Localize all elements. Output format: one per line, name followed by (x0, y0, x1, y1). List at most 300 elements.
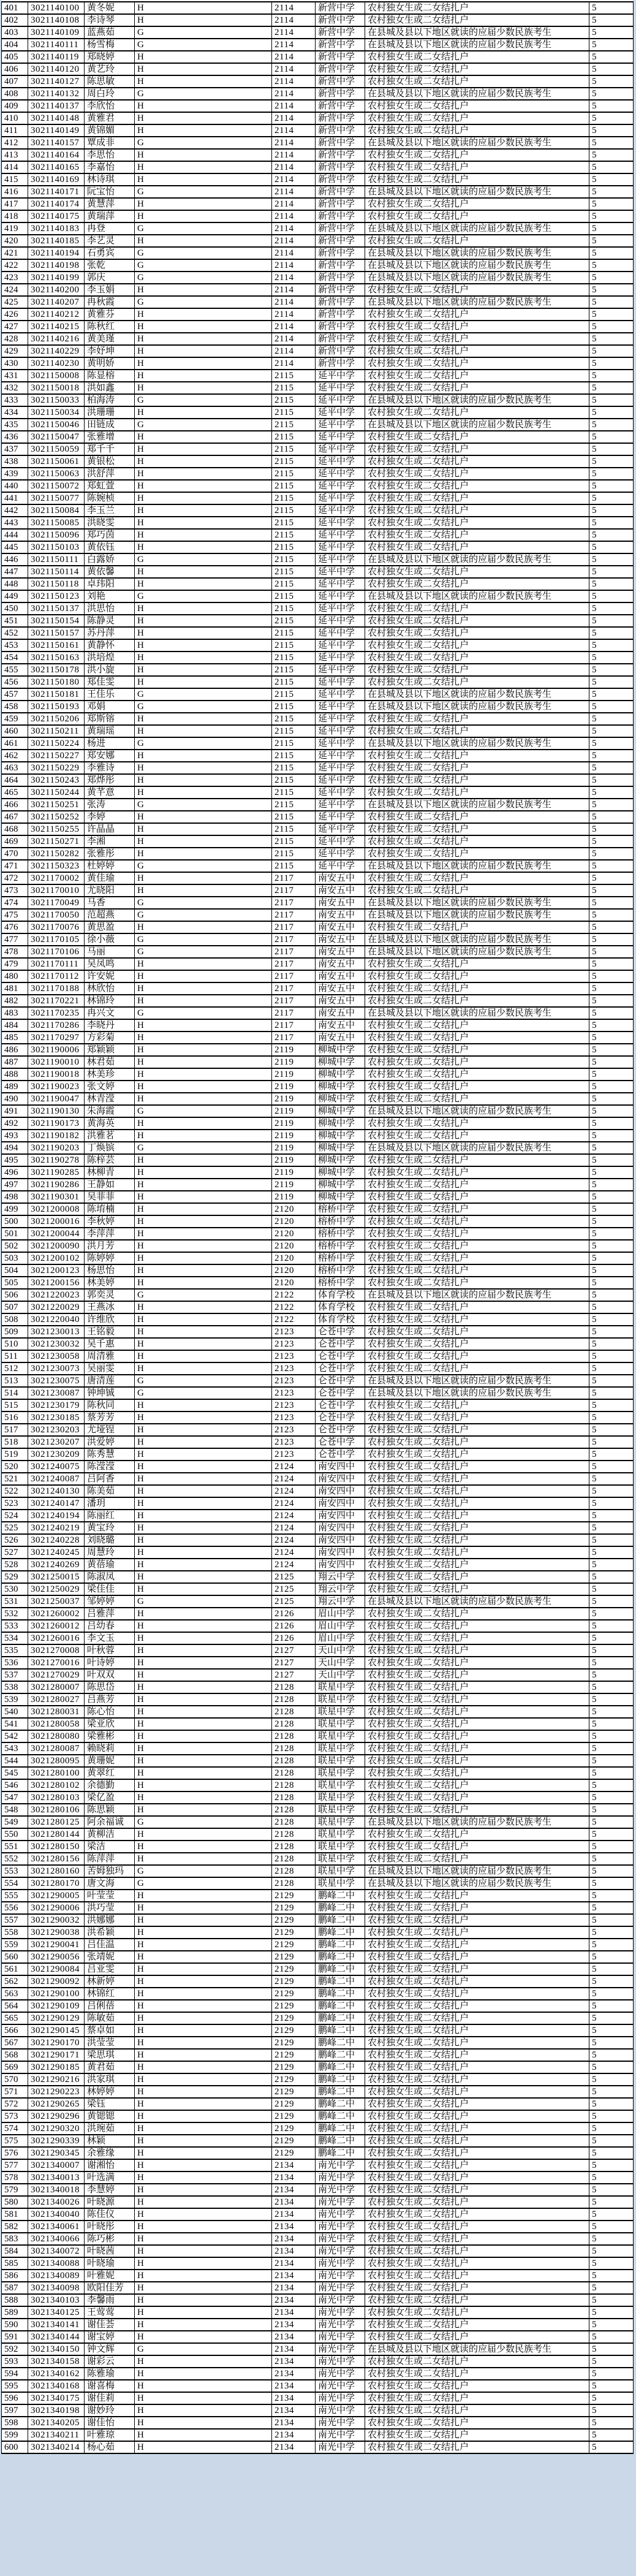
row-number-cell[interactable]: 517 (2, 1424, 28, 1436)
group-letter-cell[interactable]: H (135, 2319, 272, 2331)
category-cell[interactable]: 农村独女生或二女结扎户 (365, 2098, 589, 2110)
score-cell[interactable]: 5 (589, 652, 634, 664)
category-cell[interactable]: 在县城及县以下地区就读的应届少数民族考生 (365, 186, 589, 198)
score-cell[interactable]: 5 (589, 161, 634, 173)
school-code-cell[interactable]: 2119 (272, 1191, 316, 1203)
category-cell[interactable]: 农村独女生或二女结扎户 (365, 2061, 589, 2073)
school-name-cell[interactable]: 体育学校 (316, 1313, 365, 1326)
score-cell[interactable]: 5 (589, 2257, 634, 2270)
row-number-cell[interactable]: 498 (2, 1191, 28, 1203)
candidate-id-cell[interactable]: 3021290296 (28, 2110, 85, 2122)
group-letter-cell[interactable]: H (135, 1644, 272, 1657)
school-name-cell[interactable]: 延平中学 (316, 370, 365, 382)
school-name-cell[interactable]: 仑苍中学 (316, 1448, 365, 1461)
score-cell[interactable]: 5 (589, 1313, 634, 1326)
score-cell[interactable]: 5 (589, 370, 634, 382)
group-letter-cell[interactable]: H (135, 1166, 272, 1179)
school-code-cell[interactable]: 2114 (272, 14, 316, 26)
school-code-cell[interactable]: 2114 (272, 112, 316, 124)
score-cell[interactable]: 5 (589, 578, 634, 590)
name-cell[interactable]: 黄翠红 (85, 1767, 135, 1779)
row-number-cell[interactable]: 533 (2, 1620, 28, 1632)
category-cell[interactable]: 农村独女生或二女结扎户 (365, 1657, 589, 1669)
row-number-cell[interactable]: 452 (2, 627, 28, 639)
name-cell[interactable]: 李湘 (85, 835, 135, 848)
group-letter-cell[interactable]: H (135, 1926, 272, 1939)
row-number-cell[interactable]: 597 (2, 2404, 28, 2417)
school-name-cell[interactable]: 鹏峰二中 (316, 2135, 365, 2147)
school-name-cell[interactable]: 新营中学 (316, 272, 365, 284)
candidate-id-cell[interactable]: 3021140174 (28, 198, 85, 210)
score-cell[interactable]: 5 (589, 921, 634, 933)
score-cell[interactable]: 5 (589, 786, 634, 799)
category-cell[interactable]: 在县城及县以下地区就读的应届少数民族考生 (365, 39, 589, 51)
row-number-cell[interactable]: 489 (2, 1081, 28, 1093)
row-number-cell[interactable]: 438 (2, 455, 28, 468)
score-cell[interactable]: 5 (589, 26, 634, 39)
category-cell[interactable]: 农村独女生或二女结扎户 (365, 75, 589, 88)
row-number-cell[interactable]: 523 (2, 1497, 28, 1510)
candidate-id-cell[interactable]: 3021340040 (28, 2208, 85, 2221)
row-number-cell[interactable]: 532 (2, 1608, 28, 1620)
score-cell[interactable]: 5 (589, 1926, 634, 1939)
candidate-id-cell[interactable]: 3021280156 (28, 1853, 85, 1865)
category-cell[interactable]: 农村独女生或二女结扎户 (365, 762, 589, 774)
row-number-cell[interactable]: 468 (2, 823, 28, 835)
name-cell[interactable]: 郭庆 (85, 272, 135, 284)
school-code-cell[interactable]: 2125 (272, 1583, 316, 1595)
candidate-id-cell[interactable]: 3021150178 (28, 664, 85, 676)
score-cell[interactable]: 5 (589, 1963, 634, 1975)
group-letter-cell[interactable]: H (135, 1522, 272, 1534)
row-number-cell[interactable]: 520 (2, 1461, 28, 1473)
name-cell[interactable]: 白露娇 (85, 553, 135, 566)
name-cell[interactable]: 郭奕灵 (85, 1289, 135, 1301)
name-cell[interactable]: 黄君茹 (85, 2061, 135, 2073)
candidate-id-cell[interactable]: 3021340162 (28, 2368, 85, 2380)
score-cell[interactable]: 5 (589, 946, 634, 958)
school-name-cell[interactable]: 仑苍中学 (316, 1387, 365, 1399)
school-code-cell[interactable]: 2117 (272, 933, 316, 946)
row-number-cell[interactable]: 434 (2, 406, 28, 419)
category-cell[interactable]: 农村独女生或二女结扎户 (365, 2159, 589, 2171)
category-cell[interactable]: 农村独女生或二女结扎户 (365, 823, 589, 835)
school-name-cell[interactable]: 柳城中学 (316, 1105, 365, 1117)
candidate-id-cell[interactable]: 3021270016 (28, 1657, 85, 1669)
category-cell[interactable]: 在县城及县以下地区就读的应届少数民族考生 (365, 946, 589, 958)
name-cell[interactable]: 叶莹莹 (85, 1890, 135, 1902)
candidate-id-cell[interactable]: 3021280144 (28, 1828, 85, 1841)
candidate-id-cell[interactable]: 3021290006 (28, 1902, 85, 1914)
candidate-id-cell[interactable]: 3021190006 (28, 1044, 85, 1056)
group-letter-cell[interactable]: H (135, 835, 272, 848)
name-cell[interactable]: 张雅增 (85, 431, 135, 443)
row-number-cell[interactable]: 556 (2, 1902, 28, 1914)
school-code-cell[interactable]: 2128 (272, 1877, 316, 1890)
group-letter-cell[interactable]: H (135, 1056, 272, 1068)
school-name-cell[interactable]: 柳城中学 (316, 1191, 365, 1203)
category-cell[interactable]: 农村独女生或二女结扎户 (365, 995, 589, 1007)
score-cell[interactable]: 5 (589, 1988, 634, 2000)
group-letter-cell[interactable]: H (135, 1755, 272, 1767)
group-letter-cell[interactable]: H (135, 1742, 272, 1755)
name-cell[interactable]: 郑巧茵 (85, 529, 135, 541)
school-code-cell[interactable]: 2114 (272, 39, 316, 51)
group-letter-cell[interactable]: H (135, 2098, 272, 2110)
school-code-cell[interactable]: 2115 (272, 848, 316, 860)
score-cell[interactable]: 5 (589, 222, 634, 235)
score-cell[interactable]: 5 (589, 2135, 634, 2147)
group-letter-cell[interactable]: G (135, 799, 272, 811)
school-code-cell[interactable]: 2123 (272, 1436, 316, 1448)
name-cell[interactable]: 李慧婷 (85, 2184, 135, 2196)
school-name-cell[interactable]: 鹏峰二中 (316, 2122, 365, 2135)
row-number-cell[interactable]: 413 (2, 149, 28, 161)
group-letter-cell[interactable]: H (135, 676, 272, 688)
candidate-id-cell[interactable]: 3021190301 (28, 1191, 85, 1203)
school-name-cell[interactable]: 南安五中 (316, 970, 365, 982)
group-letter-cell[interactable]: G (135, 1595, 272, 1608)
group-letter-cell[interactable]: H (135, 1130, 272, 1142)
score-cell[interactable]: 5 (589, 1473, 634, 1485)
group-letter-cell[interactable]: H (135, 1215, 272, 1228)
row-number-cell[interactable]: 598 (2, 2417, 28, 2429)
category-cell[interactable]: 农村独女生或二女结扎户 (365, 2417, 589, 2429)
name-cell[interactable]: 黄依钰 (85, 541, 135, 553)
score-cell[interactable]: 5 (589, 823, 634, 835)
school-code-cell[interactable]: 2114 (272, 2, 316, 14)
row-number-cell[interactable]: 453 (2, 639, 28, 652)
group-letter-cell[interactable]: H (135, 1277, 272, 1289)
school-name-cell[interactable]: 鹏峰二中 (316, 2012, 365, 2024)
row-number-cell[interactable]: 455 (2, 664, 28, 676)
name-cell[interactable]: 唐文海 (85, 1877, 135, 1890)
school-code-cell[interactable]: 2134 (272, 2208, 316, 2221)
group-letter-cell[interactable]: H (135, 2270, 272, 2282)
school-name-cell[interactable]: 新营中学 (316, 112, 365, 124)
score-cell[interactable]: 5 (589, 2122, 634, 2135)
candidate-id-cell[interactable]: 3021150077 (28, 492, 85, 504)
school-name-cell[interactable]: 联星中学 (316, 1877, 365, 1890)
row-number-cell[interactable]: 432 (2, 382, 28, 394)
school-name-cell[interactable]: 南光中学 (316, 2221, 365, 2233)
name-cell[interactable]: 吴千惠 (85, 1338, 135, 1350)
school-name-cell[interactable]: 鹏峰二中 (316, 1926, 365, 1939)
group-letter-cell[interactable]: H (135, 2086, 272, 2098)
group-letter-cell[interactable]: H (135, 100, 272, 112)
score-cell[interactable]: 5 (589, 1056, 634, 1068)
group-letter-cell[interactable]: H (135, 872, 272, 884)
candidate-id-cell[interactable]: 3021200016 (28, 1215, 85, 1228)
candidate-id-cell[interactable]: 3021250015 (28, 1571, 85, 1583)
category-cell[interactable]: 农村独女生或二女结扎户 (365, 1473, 589, 1485)
row-number-cell[interactable]: 466 (2, 799, 28, 811)
row-number-cell[interactable]: 539 (2, 1693, 28, 1706)
row-number-cell[interactable]: 502 (2, 1240, 28, 1252)
school-code-cell[interactable]: 2114 (272, 284, 316, 296)
group-letter-cell[interactable]: H (135, 517, 272, 529)
score-cell[interactable]: 5 (589, 1411, 634, 1424)
candidate-id-cell[interactable]: 3021190286 (28, 1179, 85, 1191)
candidate-id-cell[interactable]: 3021200123 (28, 1264, 85, 1277)
school-name-cell[interactable]: 南光中学 (316, 2184, 365, 2196)
school-code-cell[interactable]: 2134 (272, 2392, 316, 2404)
row-number-cell[interactable]: 457 (2, 688, 28, 701)
category-cell[interactable]: 农村独女生或二女结扎户 (365, 1203, 589, 1215)
school-code-cell[interactable]: 2124 (272, 1497, 316, 1510)
name-cell[interactable]: 黄瑞萍 (85, 210, 135, 222)
category-cell[interactable]: 农村独女生或二女结扎户 (365, 1644, 589, 1657)
candidate-id-cell[interactable]: 3021200156 (28, 1277, 85, 1289)
category-cell[interactable]: 在县城及县以下地区就读的应届少数民族考生 (365, 296, 589, 308)
school-name-cell[interactable]: 南安五中 (316, 995, 365, 1007)
school-code-cell[interactable]: 2129 (272, 2000, 316, 2012)
name-cell[interactable]: 陈思岱 (85, 1681, 135, 1693)
group-letter-cell[interactable]: H (135, 1791, 272, 1804)
group-letter-cell[interactable]: H (135, 468, 272, 480)
name-cell[interactable]: 蔡芳芳 (85, 1411, 135, 1424)
school-code-cell[interactable]: 2128 (272, 1706, 316, 1718)
school-code-cell[interactable]: 2115 (272, 480, 316, 492)
name-cell[interactable]: 林君茹 (85, 1056, 135, 1068)
category-cell[interactable]: 农村独女生或二女结扎户 (365, 198, 589, 210)
school-name-cell[interactable]: 延平中学 (316, 799, 365, 811)
score-cell[interactable]: 5 (589, 762, 634, 774)
category-cell[interactable]: 在县城及县以下地区就读的应届少数民族考生 (365, 137, 589, 149)
row-number-cell[interactable]: 566 (2, 2024, 28, 2037)
category-cell[interactable]: 农村独女生或二女结扎户 (365, 308, 589, 321)
school-code-cell[interactable]: 2124 (272, 1461, 316, 1473)
school-name-cell[interactable]: 榕桥中学 (316, 1264, 365, 1277)
row-number-cell[interactable]: 581 (2, 2208, 28, 2221)
row-number-cell[interactable]: 528 (2, 1559, 28, 1571)
school-name-cell[interactable]: 南光中学 (316, 2294, 365, 2306)
group-letter-cell[interactable]: H (135, 14, 272, 26)
row-number-cell[interactable]: 449 (2, 590, 28, 602)
row-number-cell[interactable]: 503 (2, 1252, 28, 1264)
school-name-cell[interactable]: 鹏峰二中 (316, 2024, 365, 2037)
name-cell[interactable]: 石勇宾 (85, 247, 135, 259)
candidate-id-cell[interactable]: 3021140200 (28, 284, 85, 296)
row-number-cell[interactable]: 411 (2, 124, 28, 137)
candidate-id-cell[interactable]: 3021150251 (28, 799, 85, 811)
category-cell[interactable]: 在县城及县以下地区就读的应届少数民族考生 (365, 1289, 589, 1301)
candidate-id-cell[interactable]: 3021280100 (28, 1767, 85, 1779)
group-letter-cell[interactable]: H (135, 284, 272, 296)
school-code-cell[interactable]: 2115 (272, 578, 316, 590)
school-name-cell[interactable]: 延平中学 (316, 566, 365, 578)
category-cell[interactable]: 农村独女生或二女结扎户 (365, 173, 589, 186)
score-cell[interactable]: 5 (589, 1742, 634, 1755)
school-name-cell[interactable]: 南光中学 (316, 2233, 365, 2245)
group-letter-cell[interactable]: H (135, 1841, 272, 1853)
row-number-cell[interactable]: 426 (2, 308, 28, 321)
name-cell[interactable]: 张雅彤 (85, 848, 135, 860)
candidate-id-cell[interactable]: 3021230032 (28, 1338, 85, 1350)
candidate-id-cell[interactable]: 3021150123 (28, 590, 85, 602)
group-letter-cell[interactable]: H (135, 602, 272, 615)
group-letter-cell[interactable]: H (135, 2380, 272, 2392)
candidate-id-cell[interactable]: 3021140230 (28, 357, 85, 370)
name-cell[interactable]: 卓玮阳 (85, 578, 135, 590)
name-cell[interactable]: 冉兴文 (85, 1007, 135, 1019)
category-cell[interactable]: 农村独女生或二女结扎户 (365, 1681, 589, 1693)
school-name-cell[interactable]: 仑苍中学 (316, 1350, 365, 1362)
group-letter-cell[interactable]: H (135, 1939, 272, 1951)
score-cell[interactable]: 5 (589, 1779, 634, 1791)
row-number-cell[interactable]: 509 (2, 1326, 28, 1338)
group-letter-cell[interactable]: H (135, 1326, 272, 1338)
school-name-cell[interactable]: 联星中学 (316, 1841, 365, 1853)
score-cell[interactable]: 5 (589, 2208, 634, 2221)
school-code-cell[interactable]: 2128 (272, 1755, 316, 1767)
group-letter-cell[interactable]: H (135, 1154, 272, 1166)
category-cell[interactable]: 农村独女生或二女结扎户 (365, 1914, 589, 1926)
category-cell[interactable]: 在县城及县以下地区就读的应届少数民族考生 (365, 701, 589, 713)
group-letter-cell[interactable]: H (135, 2000, 272, 2012)
school-code-cell[interactable]: 2129 (272, 1939, 316, 1951)
category-cell[interactable]: 农村独女生或二女结扎户 (365, 1436, 589, 1448)
school-name-cell[interactable]: 南光中学 (316, 2392, 365, 2404)
candidate-id-cell[interactable]: 3021290320 (28, 2122, 85, 2135)
score-cell[interactable]: 5 (589, 1510, 634, 1522)
candidate-id-cell[interactable]: 3021150323 (28, 860, 85, 872)
school-code-cell[interactable]: 2114 (272, 173, 316, 186)
school-name-cell[interactable]: 南光中学 (316, 2208, 365, 2221)
candidate-id-cell[interactable]: 3021250029 (28, 1583, 85, 1595)
group-letter-cell[interactable]: H (135, 2, 272, 14)
name-cell[interactable]: 谢佳莉 (85, 2392, 135, 2404)
group-letter-cell[interactable]: H (135, 357, 272, 370)
school-name-cell[interactable]: 新营中学 (316, 124, 365, 137)
name-cell[interactable]: 黄宝玲 (85, 1522, 135, 1534)
score-cell[interactable]: 5 (589, 308, 634, 321)
candidate-id-cell[interactable]: 3021340144 (28, 2331, 85, 2343)
school-name-cell[interactable]: 鹏峰二中 (316, 1988, 365, 2000)
candidate-id-cell[interactable]: 3021150224 (28, 737, 85, 750)
candidate-id-cell[interactable]: 3021290129 (28, 2012, 85, 2024)
category-cell[interactable]: 农村独女生或二女结扎户 (365, 615, 589, 627)
school-code-cell[interactable]: 2115 (272, 394, 316, 406)
candidate-id-cell[interactable]: 3021140165 (28, 161, 85, 173)
name-cell[interactable]: 黄明娇 (85, 357, 135, 370)
school-name-cell[interactable]: 南安四中 (316, 1461, 365, 1473)
candidate-id-cell[interactable]: 3021190010 (28, 1056, 85, 1068)
candidate-id-cell[interactable]: 3021340141 (28, 2319, 85, 2331)
candidate-id-cell[interactable]: 3021290100 (28, 1988, 85, 2000)
category-cell[interactable]: 农村独女生或二女结扎户 (365, 1019, 589, 1032)
score-cell[interactable]: 5 (589, 431, 634, 443)
category-cell[interactable]: 农村独女生或二女结扎户 (365, 1424, 589, 1436)
school-name-cell[interactable]: 榕桥中学 (316, 1215, 365, 1228)
category-cell[interactable]: 在县城及县以下地区就读的应届少数民族考生 (365, 1007, 589, 1019)
candidate-id-cell[interactable]: 3021340211 (28, 2429, 85, 2441)
row-number-cell[interactable]: 443 (2, 517, 28, 529)
candidate-id-cell[interactable]: 3021280095 (28, 1755, 85, 1767)
candidate-id-cell[interactable]: 3021190182 (28, 1130, 85, 1142)
school-code-cell[interactable]: 2115 (272, 419, 316, 431)
school-code-cell[interactable]: 2114 (272, 333, 316, 345)
score-cell[interactable]: 5 (589, 1657, 634, 1669)
school-code-cell[interactable]: 2115 (272, 652, 316, 664)
group-letter-cell[interactable]: H (135, 198, 272, 210)
score-cell[interactable]: 5 (589, 1681, 634, 1693)
score-cell[interactable]: 5 (589, 1375, 634, 1387)
name-cell[interactable]: 陈丽红 (85, 1510, 135, 1522)
candidate-id-cell[interactable]: 3021150271 (28, 835, 85, 848)
group-letter-cell[interactable]: H (135, 406, 272, 419)
group-letter-cell[interactable]: H (135, 921, 272, 933)
row-number-cell[interactable]: 415 (2, 173, 28, 186)
candidate-id-cell[interactable]: 3021290056 (28, 1951, 85, 1963)
name-cell[interactable]: 李思怡 (85, 149, 135, 161)
school-code-cell[interactable]: 2134 (272, 2319, 316, 2331)
school-name-cell[interactable]: 柳城中学 (316, 1130, 365, 1142)
name-cell[interactable]: 蓝燕茹 (85, 26, 135, 39)
score-cell[interactable]: 5 (589, 2000, 634, 2012)
score-cell[interactable]: 5 (589, 1865, 634, 1877)
score-cell[interactable]: 5 (589, 639, 634, 652)
score-cell[interactable]: 5 (589, 1595, 634, 1608)
group-letter-cell[interactable]: H (135, 786, 272, 799)
school-code-cell[interactable]: 2123 (272, 1424, 316, 1436)
name-cell[interactable]: 洪莹莹 (85, 2037, 135, 2049)
school-name-cell[interactable]: 翔云中学 (316, 1571, 365, 1583)
school-name-cell[interactable]: 南光中学 (316, 2417, 365, 2429)
name-cell[interactable]: 黄锶锶 (85, 2110, 135, 2122)
category-cell[interactable]: 农村独女生或二女结扎户 (365, 2073, 589, 2086)
score-cell[interactable]: 5 (589, 1632, 634, 1644)
school-code-cell[interactable]: 2119 (272, 1081, 316, 1093)
candidate-id-cell[interactable]: 3021230207 (28, 1436, 85, 1448)
group-letter-cell[interactable]: G (135, 1816, 272, 1828)
score-cell[interactable]: 5 (589, 2233, 634, 2245)
name-cell[interactable]: 李艺灵 (85, 235, 135, 247)
score-cell[interactable]: 5 (589, 357, 634, 370)
name-cell[interactable]: 刘晓璐 (85, 1534, 135, 1546)
row-number-cell[interactable]: 599 (2, 2429, 28, 2441)
category-cell[interactable]: 农村独女生或二女结扎户 (365, 2294, 589, 2306)
score-cell[interactable]: 5 (589, 615, 634, 627)
group-letter-cell[interactable]: G (135, 419, 272, 431)
score-cell[interactable]: 5 (589, 958, 634, 970)
group-letter-cell[interactable]: G (135, 1877, 272, 1890)
school-code-cell[interactable]: 2124 (272, 1510, 316, 1522)
name-cell[interactable]: 冉秋霞 (85, 296, 135, 308)
category-cell[interactable]: 农村独女生或二女结扎户 (365, 1301, 589, 1313)
category-cell[interactable]: 农村独女生或二女结扎户 (365, 2221, 589, 2233)
category-cell[interactable]: 农村独女生或二女结扎户 (365, 1730, 589, 1742)
category-cell[interactable]: 农村独女生或二女结扎户 (365, 1767, 589, 1779)
school-name-cell[interactable]: 延平中学 (316, 750, 365, 762)
name-cell[interactable]: 尤晓阳 (85, 884, 135, 897)
school-name-cell[interactable]: 天山中学 (316, 1657, 365, 1669)
candidate-id-cell[interactable]: 3021190130 (28, 1105, 85, 1117)
row-number-cell[interactable]: 506 (2, 1289, 28, 1301)
name-cell[interactable]: 林柳青 (85, 1166, 135, 1179)
category-cell[interactable]: 农村独女生或二女结扎户 (365, 1755, 589, 1767)
candidate-id-cell[interactable]: 3021290216 (28, 2073, 85, 2086)
name-cell[interactable]: 蔡卓如 (85, 2024, 135, 2037)
group-letter-cell[interactable]: G (135, 88, 272, 100)
school-code-cell[interactable]: 2115 (272, 811, 316, 823)
score-cell[interactable]: 5 (589, 2306, 634, 2319)
school-name-cell[interactable]: 南光中学 (316, 2343, 365, 2355)
row-number-cell[interactable]: 572 (2, 2098, 28, 2110)
group-letter-cell[interactable]: H (135, 443, 272, 455)
score-cell[interactable]: 5 (589, 2404, 634, 2417)
school-name-cell[interactable]: 眉山中学 (316, 1632, 365, 1644)
